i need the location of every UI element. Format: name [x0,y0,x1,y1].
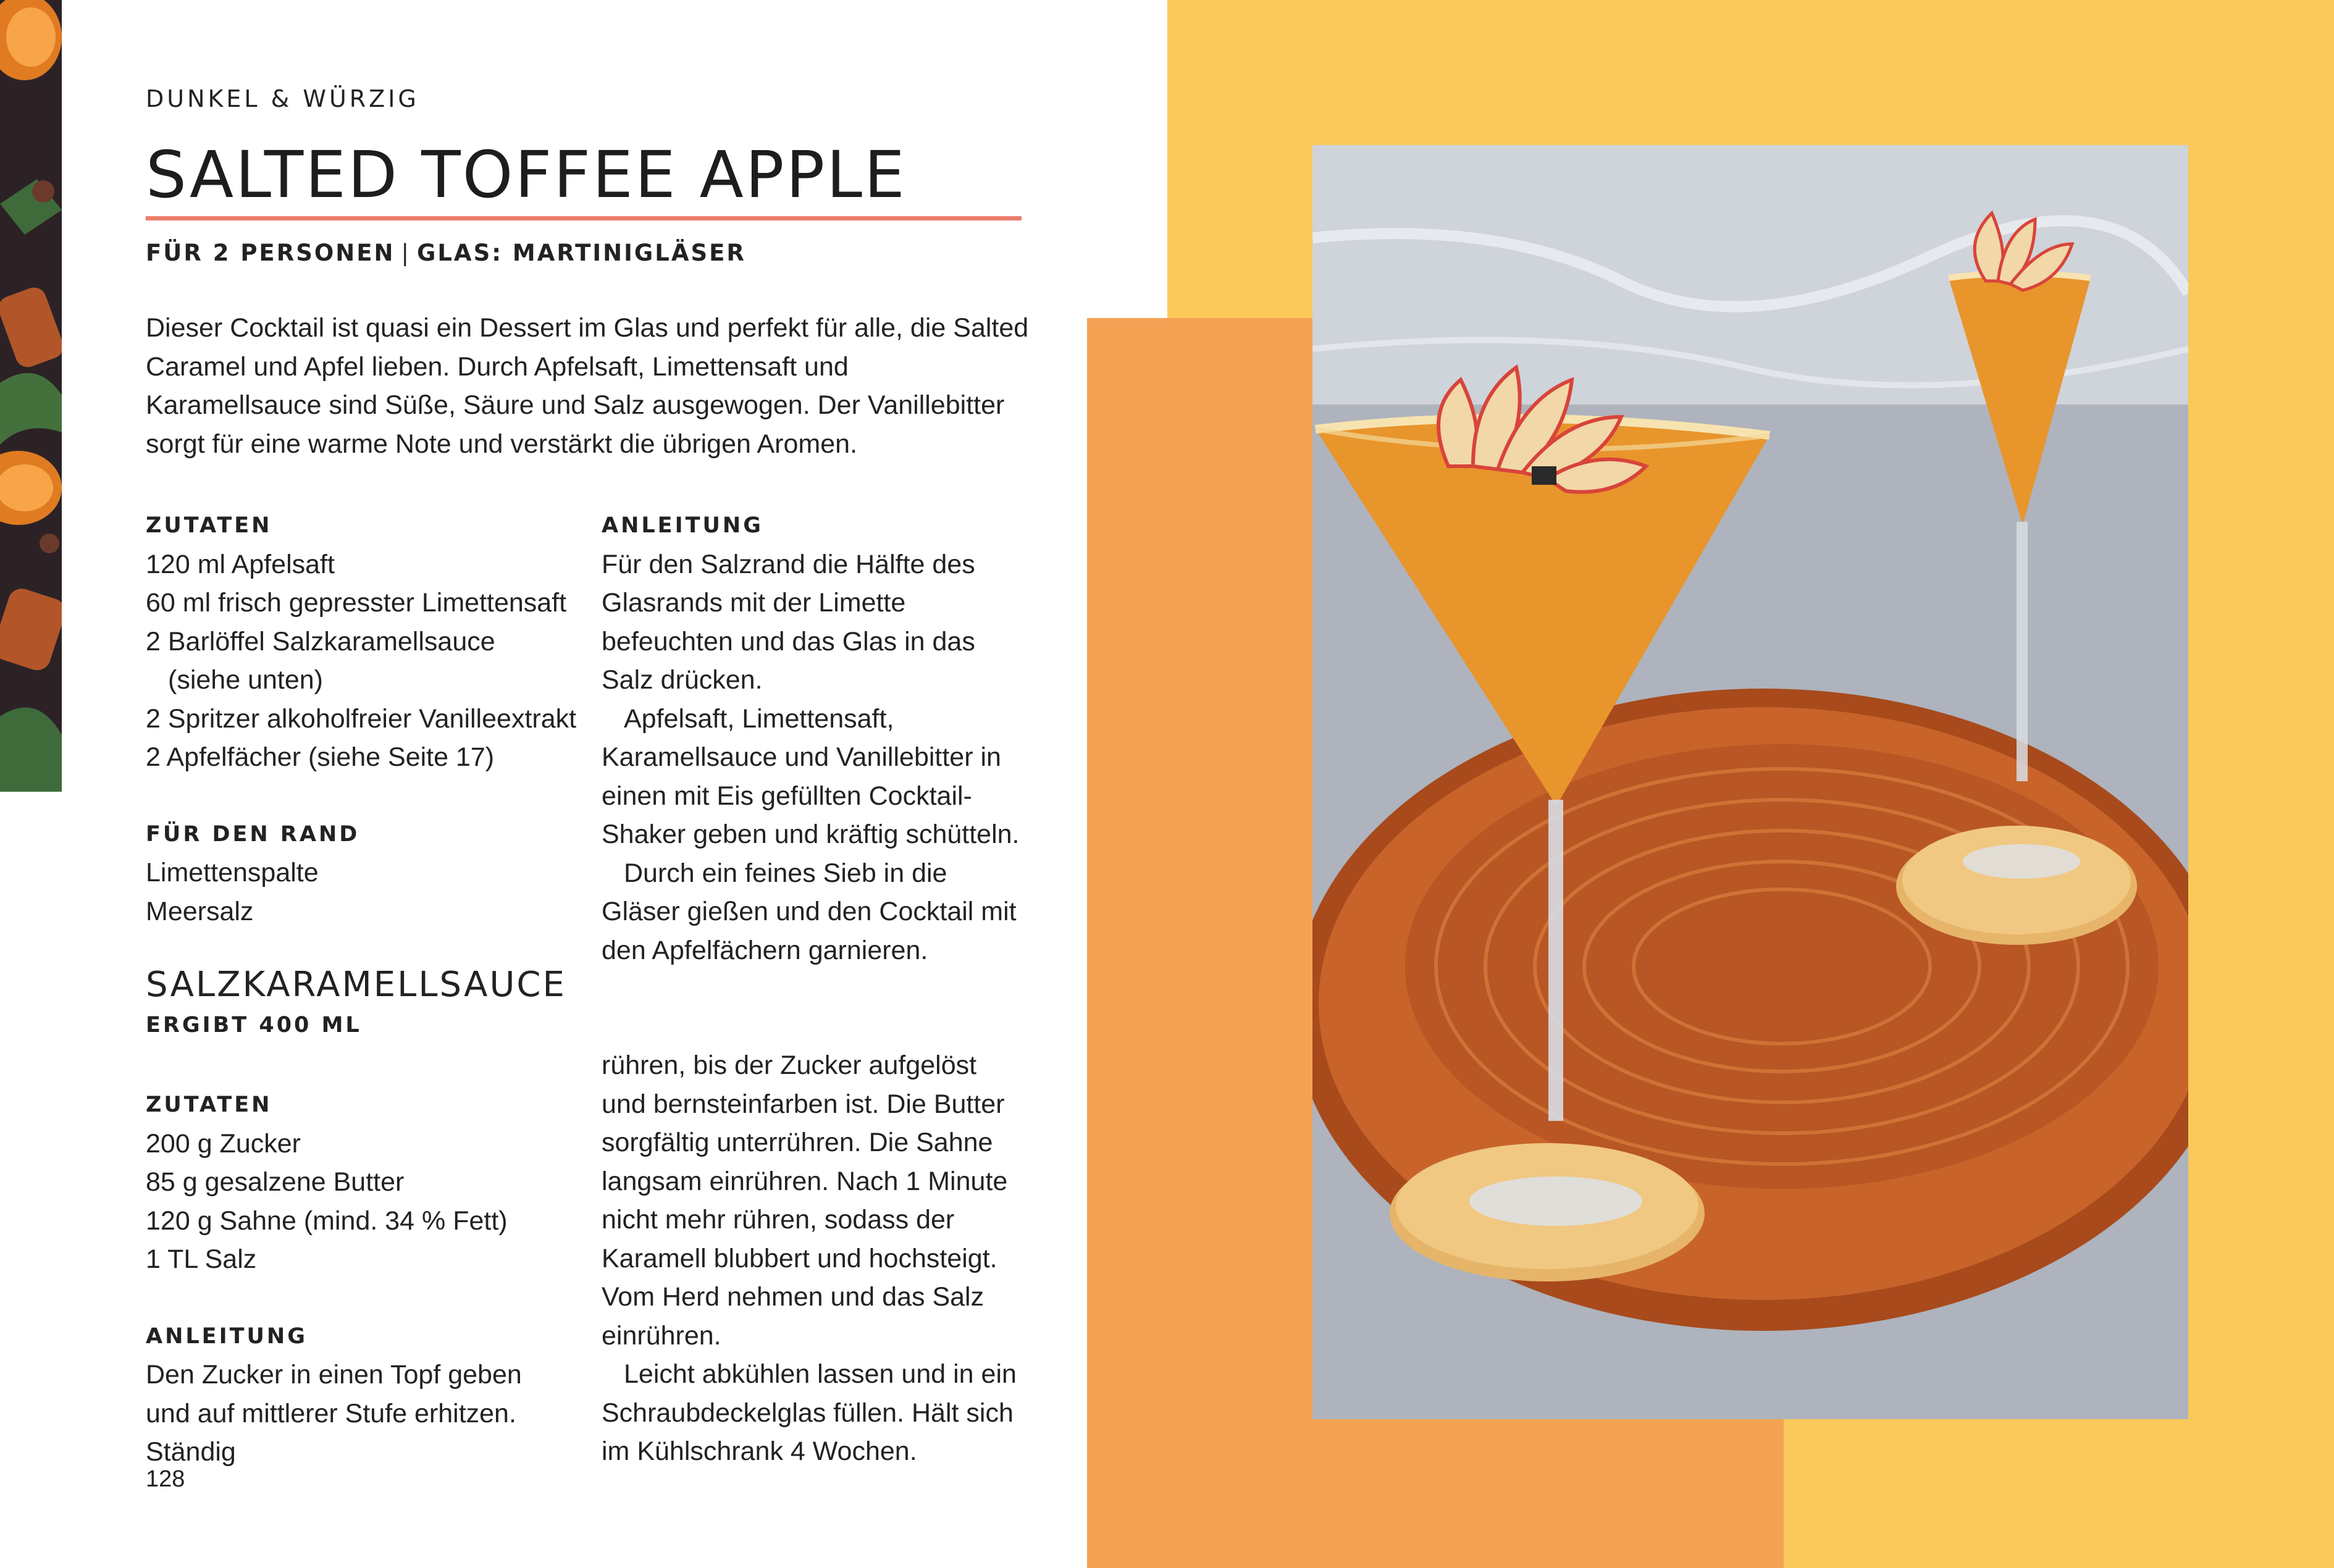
sauce-method-start: Den Zucker in einen Topf geben und auf mittlerer Stufe erhitzen. Ständig [146,1360,522,1467]
sauce-ingredient-item: 120 g Sahne (mind. 34 % Fett) [146,1205,508,1236]
cocktail-ingredients-column [146,506,590,931]
ingredients-heading: ZUTATEN [146,513,272,538]
method-step: Für den Salzrand die Hälfte des Glasrands mit der Limette befeuchten und das Glas in das Salz drücken. [602,549,975,695]
method-heading: ANLEITUNG [602,513,763,538]
sauce-ingredient-item: 85 g gesalzene Butter [146,1167,405,1197]
spice-illustration [0,0,62,792]
sauce-ingredients-heading: ZUTATEN [146,1092,272,1117]
sauce-ingredient-item: 200 g Zucker [146,1128,301,1159]
section-kicker: DUNKEL & WÜRZIG [146,85,419,112]
ingredient-item: 2 Barlöffel Salzkaramellsauce [146,626,495,656]
sauce-method-column [602,1046,1028,1471]
page-title: SALTED TOFFEE APPLE [146,137,907,212]
page-number: 128 [146,1466,185,1492]
servings: FÜR 2 PERSONEN [146,240,395,266]
ingredient-item: 120 ml Apfelsaft [146,549,335,579]
sauce-title: SALZKARAMELLSAUCE [146,965,566,1005]
method-step: Apfelsaft, Limettensaft, Karamellsauce und Vanillebitter in einen mit Eis gefüllten Cocktail-Shaker geben und kräftig schütteln. [602,703,1020,849]
intro-paragraph: Dieser Cocktail ist quasi ein Dessert im Glas und perfekt für alle, die Salted Caramel und Apfel lieben. Durch Apfelsaft, Limettensaft und Karamellsauce sind Süße, Säure und Salz ausgewogen. Der Vanillebitter sorgt für eine warme Note und verstärkt die übrigen Aromen. [146,313,1029,459]
rim-item: Meersalz [146,896,254,926]
sauce-yield: ERGIBT 400 ML [146,1013,362,1038]
rim-item: Limettenspalte [146,858,319,887]
sauce-ingredient-item: 1 TL Salz [146,1244,257,1274]
sauce-ingredients-column [146,1086,590,1472]
ingredient-item: 2 Spritzer alkoholfreier Vanilleextrakt [146,703,577,734]
sauce-method-step: Leicht abkühlen lassen und in ein Schraubdeckelglas füllen. Hält sich im Kühlschrank 4 Wochen. [602,1359,1017,1466]
recipe-meta [146,240,746,266]
ingredient-item: 60 ml frisch gepresster Limettensaft [146,588,567,618]
rim-heading: FÜR DEN RAND [146,821,360,847]
sauce-method-step: rühren, bis der Zucker aufgelöst und bernsteinfarben ist. Die Butter sorgfältig unterrühren. Die Sahne langsam einrühren. Nach 1 Minute nicht mehr rühren, sodass der Karamell blubbert und hochsteigt. Vom Herd nehmen und das Salz einrühren. [602,1050,1008,1351]
meta-separator: | [401,240,411,266]
glass-type: GLAS: MARTINIGLÄSER [416,240,746,266]
sauce-method-heading: ANLEITUNG [146,1323,308,1349]
cocktail-method-column [602,506,1028,970]
ingredient-item: 2 Apfelfächer (siehe Seite 17) [146,742,495,772]
ingredient-item-note: (siehe unten) [168,665,323,695]
cocktail-photo [1312,145,2188,1419]
method-step: Durch ein feines Sieb in die Gläser gießen und den Cocktail mit den Apfelfächern garnieren. [602,858,1017,965]
title-divider [146,216,1022,220]
